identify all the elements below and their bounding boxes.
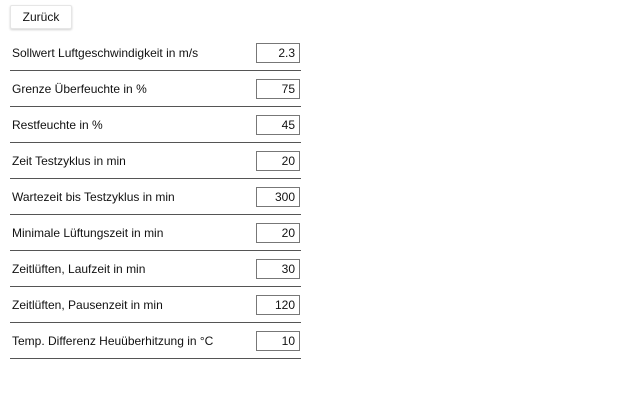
setting-row-timed-ventilation-pause bbox=[10, 287, 301, 323]
setting-row-hay-overheating-temp-diff bbox=[10, 323, 301, 359]
setting-label: Restfeuchte in % bbox=[12, 117, 103, 132]
setting-label: Zeit Testzyklus in min bbox=[12, 153, 126, 168]
hay-overheating-temp-diff-input[interactable] bbox=[256, 331, 300, 351]
timed-ventilation-pause-input[interactable] bbox=[256, 295, 300, 315]
wait-time-test-cycle-input[interactable] bbox=[256, 187, 300, 207]
air-speed-setpoint-input[interactable] bbox=[256, 43, 300, 63]
residual-humidity-input[interactable] bbox=[256, 115, 300, 135]
overhumidity-limit-input[interactable] bbox=[256, 79, 300, 99]
setting-label: Grenze Überfeuchte in % bbox=[12, 81, 147, 96]
setting-label: Sollwert Luftgeschwindigkeit in m/s bbox=[12, 45, 199, 60]
setting-row-test-cycle-time bbox=[10, 143, 301, 179]
setting-label: Zeitlüften, Pausenzeit in min bbox=[12, 297, 163, 312]
back-button[interactable]: Zurück bbox=[10, 5, 72, 29]
setting-row-wait-time-test-cycle bbox=[10, 179, 301, 215]
setting-row-air-speed-setpoint bbox=[10, 35, 301, 71]
setting-label: Minimale Lüftungszeit in min bbox=[12, 225, 164, 240]
setting-row-residual-humidity bbox=[10, 107, 301, 143]
setting-row-min-ventilation-time bbox=[10, 215, 301, 251]
min-ventilation-time-input[interactable] bbox=[256, 223, 300, 243]
timed-ventilation-runtime-input[interactable] bbox=[256, 259, 300, 279]
settings-list bbox=[10, 35, 301, 359]
test-cycle-time-input[interactable] bbox=[256, 151, 300, 171]
setting-row-timed-ventilation-runtime bbox=[10, 251, 301, 287]
setting-label: Wartezeit bis Testzyklus in min bbox=[12, 189, 175, 204]
setting-row-overhumidity-limit bbox=[10, 71, 301, 107]
setting-label: Zeitlüften, Laufzeit in min bbox=[12, 261, 146, 276]
setting-label: Temp. Differenz Heuüberhitzung in °C bbox=[12, 333, 214, 348]
